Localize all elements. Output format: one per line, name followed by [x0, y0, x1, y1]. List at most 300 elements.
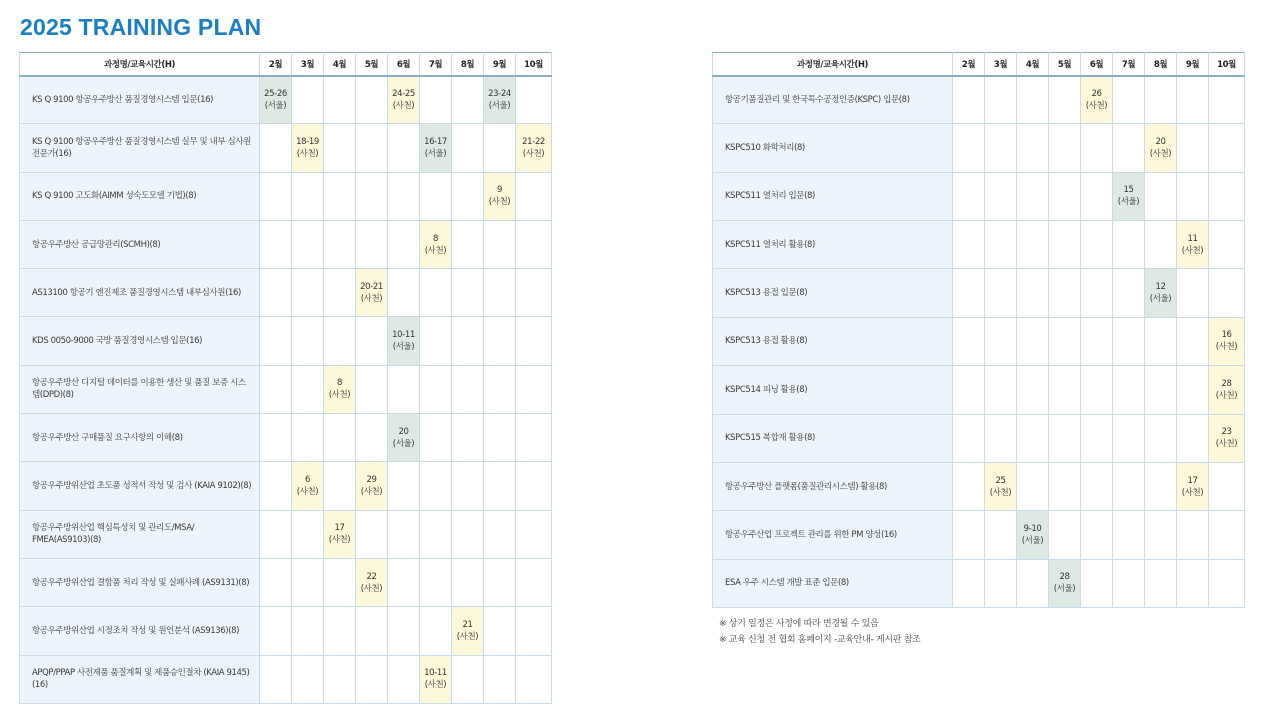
table-row: [20, 124, 552, 172]
empty-cell: [452, 76, 484, 124]
empty-cell: [1017, 559, 1049, 607]
empty-cell: [260, 365, 292, 413]
header-month: 8월: [452, 53, 484, 76]
empty-cell: [516, 607, 552, 655]
schedule-location: (사천): [488, 197, 511, 208]
schedule-date: 16: [1221, 330, 1232, 341]
empty-cell: [260, 172, 292, 220]
schedule-cell: [985, 462, 1017, 510]
empty-cell: [985, 172, 1017, 220]
schedule-location: (서울): [1053, 584, 1076, 595]
empty-cell: [516, 462, 552, 510]
header-month: 6월: [1081, 53, 1113, 76]
empty-cell: [1177, 124, 1209, 172]
schedule-cell: [1049, 559, 1081, 607]
schedule-date: 10-11: [392, 330, 415, 341]
empty-cell: [985, 414, 1017, 462]
empty-cell: [356, 317, 388, 365]
schedule-cell: [260, 76, 292, 124]
schedule-cell: [484, 172, 516, 220]
empty-cell: [516, 510, 552, 558]
table-row: [713, 366, 1245, 414]
page-title: 2025 TRAINING PLAN: [20, 14, 262, 40]
table-row: [20, 220, 552, 268]
empty-cell: [484, 414, 516, 462]
schedule-cell: [356, 269, 388, 317]
empty-cell: [420, 558, 452, 606]
empty-cell: [452, 317, 484, 365]
schedule-date: 20-21: [360, 281, 383, 292]
empty-cell: [388, 510, 420, 558]
header-month: 2월: [953, 53, 985, 76]
empty-cell: [1081, 462, 1113, 510]
empty-cell: [420, 317, 452, 365]
empty-cell: [388, 558, 420, 606]
schedule-location: (사천): [1215, 439, 1238, 450]
empty-cell: [292, 607, 324, 655]
schedule-date: 23: [1221, 427, 1232, 438]
header-month: 8월: [1145, 53, 1177, 76]
empty-cell: [985, 559, 1017, 607]
empty-cell: [1017, 462, 1049, 510]
empty-cell: [1209, 559, 1245, 607]
schedule-location: (사천): [522, 148, 545, 159]
course-name: KS Q 9100 고도화(AIMM 성숙도모델 기법)(8): [20, 172, 260, 220]
empty-cell: [1049, 124, 1081, 172]
header-month: 6월: [388, 53, 420, 76]
header-month: 4월: [1017, 53, 1049, 76]
right-training-table: [712, 52, 1245, 608]
empty-cell: [953, 124, 985, 172]
empty-cell: [985, 124, 1017, 172]
schedule-cell: [420, 655, 452, 703]
empty-cell: [260, 269, 292, 317]
schedule-date: 18-19: [296, 136, 319, 147]
schedule-cell: [1113, 172, 1145, 220]
schedule-date: 6: [304, 475, 310, 486]
empty-cell: [953, 366, 985, 414]
empty-cell: [953, 414, 985, 462]
header-month: 10월: [516, 53, 552, 76]
empty-cell: [1177, 559, 1209, 607]
empty-cell: [1209, 172, 1245, 220]
empty-cell: [985, 76, 1017, 124]
table-row: [20, 510, 552, 558]
empty-cell: [1113, 414, 1145, 462]
empty-cell: [1209, 221, 1245, 269]
table-row: [713, 511, 1245, 559]
empty-cell: [324, 172, 356, 220]
empty-cell: [324, 269, 356, 317]
table-row: [20, 414, 552, 462]
left-training-table: [19, 52, 552, 704]
schedule-cell: [420, 220, 452, 268]
footnote: ※ 교육 신청 전 협회 홈페이지 -교육안내- 게시판 참조: [719, 635, 921, 645]
empty-cell: [356, 172, 388, 220]
course-name: 항공기품질관리 및 한국특수공정인증(KSPC) 입문(8): [713, 76, 953, 124]
empty-cell: [324, 76, 356, 124]
schedule-location: (사천): [360, 583, 383, 594]
schedule-cell: [292, 462, 324, 510]
schedule-date: 17: [1187, 475, 1198, 486]
table-row: [713, 221, 1245, 269]
empty-cell: [324, 220, 356, 268]
table-row: [713, 76, 1245, 124]
empty-cell: [324, 558, 356, 606]
empty-cell: [420, 76, 452, 124]
empty-cell: [1049, 172, 1081, 220]
empty-cell: [1017, 269, 1049, 317]
empty-cell: [452, 172, 484, 220]
empty-cell: [292, 510, 324, 558]
course-name: 항공우주방위산업 시정조치 작성 및 원인분석 (AS9136)(8): [20, 607, 260, 655]
header-course: 과정명/교육시간(H): [20, 53, 260, 76]
schedule-location: (서울): [488, 100, 511, 111]
table-row: [20, 269, 552, 317]
schedule-cell: [324, 510, 356, 558]
schedule-cell: [1145, 269, 1177, 317]
empty-cell: [420, 414, 452, 462]
header-month: 9월: [1177, 53, 1209, 76]
course-name: 항공우주방위산업 핵심특성치 및 관리도/MSA/ FMEA(AS9103)(8): [20, 510, 260, 558]
empty-cell: [292, 317, 324, 365]
empty-cell: [1177, 172, 1209, 220]
empty-cell: [985, 269, 1017, 317]
empty-cell: [356, 655, 388, 703]
empty-cell: [1081, 124, 1113, 172]
empty-cell: [452, 510, 484, 558]
empty-cell: [1081, 269, 1113, 317]
table-row: [20, 655, 552, 703]
schedule-location: (사천): [424, 245, 447, 256]
empty-cell: [484, 510, 516, 558]
empty-cell: [985, 221, 1017, 269]
empty-cell: [516, 220, 552, 268]
schedule-location: (사천): [328, 535, 351, 546]
schedule-cell: [1177, 462, 1209, 510]
empty-cell: [1081, 511, 1113, 559]
header-month: 7월: [1113, 53, 1145, 76]
schedule-date: 9-10: [1023, 523, 1042, 534]
empty-cell: [1081, 317, 1113, 365]
empty-cell: [260, 220, 292, 268]
schedule-location: (사천): [360, 293, 383, 304]
empty-cell: [260, 558, 292, 606]
header-month: 7월: [420, 53, 452, 76]
footnote: ※ 상기 일정은 사정에 따라 변경될 수 있음: [719, 619, 879, 629]
empty-cell: [1145, 317, 1177, 365]
empty-cell: [324, 462, 356, 510]
schedule-cell: [388, 414, 420, 462]
empty-cell: [1177, 76, 1209, 124]
empty-cell: [516, 76, 552, 124]
schedule-cell: [452, 607, 484, 655]
empty-cell: [516, 172, 552, 220]
table-row: [20, 76, 552, 124]
schedule-location: (서울): [1021, 535, 1044, 546]
schedule-cell: [1209, 317, 1245, 365]
schedule-cell: [388, 76, 420, 124]
course-name: KSPC513 용접 활용(8): [713, 317, 953, 365]
empty-cell: [260, 414, 292, 462]
empty-cell: [1081, 414, 1113, 462]
course-name: KS Q 9100 항공우주방산 품질경영시스템 입문(16): [20, 76, 260, 124]
empty-cell: [452, 220, 484, 268]
schedule-date: 10-11: [424, 668, 447, 679]
empty-cell: [1113, 124, 1145, 172]
course-name: 항공우주방산 구매품질 요구사항의 이해(8): [20, 414, 260, 462]
table-row: [20, 558, 552, 606]
empty-cell: [484, 124, 516, 172]
empty-cell: [1017, 172, 1049, 220]
schedule-cell: [388, 317, 420, 365]
table-row: [713, 269, 1245, 317]
course-name: KSPC511 열처리 활용(8): [713, 221, 953, 269]
empty-cell: [324, 655, 356, 703]
course-name: 항공우주방산 공급망관리(SCMH)(8): [20, 220, 260, 268]
schedule-location: (사천): [392, 100, 415, 111]
empty-cell: [1177, 269, 1209, 317]
schedule-location: (서울): [1117, 197, 1140, 208]
empty-cell: [985, 366, 1017, 414]
empty-cell: [1145, 559, 1177, 607]
empty-cell: [1113, 317, 1145, 365]
empty-cell: [985, 511, 1017, 559]
empty-cell: [484, 365, 516, 413]
empty-cell: [388, 124, 420, 172]
empty-cell: [420, 607, 452, 655]
schedule-location: (서울): [424, 148, 447, 159]
empty-cell: [388, 365, 420, 413]
course-name: KSPC510 화학처리(8): [713, 124, 953, 172]
empty-cell: [452, 124, 484, 172]
schedule-date: 28: [1221, 378, 1232, 389]
empty-cell: [356, 220, 388, 268]
empty-cell: [484, 317, 516, 365]
empty-cell: [1113, 221, 1145, 269]
schedule-cell: [516, 124, 552, 172]
footnotes: [719, 616, 921, 648]
empty-cell: [1081, 559, 1113, 607]
course-name: KSPC513 용접 입문(8): [713, 269, 953, 317]
empty-cell: [260, 317, 292, 365]
empty-cell: [1145, 172, 1177, 220]
empty-cell: [292, 558, 324, 606]
schedule-location: (사천): [1181, 245, 1204, 256]
schedule-cell: [1209, 414, 1245, 462]
header-month: 5월: [356, 53, 388, 76]
empty-cell: [516, 558, 552, 606]
course-name: KDS 0050-9000 국방 품질경영시스템 입문(16): [20, 317, 260, 365]
empty-cell: [260, 607, 292, 655]
empty-cell: [953, 172, 985, 220]
schedule-location: (사천): [1215, 390, 1238, 401]
empty-cell: [1177, 366, 1209, 414]
empty-cell: [324, 317, 356, 365]
empty-cell: [356, 607, 388, 655]
empty-cell: [388, 269, 420, 317]
schedule-date: 24-25: [392, 88, 415, 99]
empty-cell: [356, 414, 388, 462]
schedule-location: (서울): [392, 342, 415, 353]
empty-cell: [516, 269, 552, 317]
empty-cell: [1145, 366, 1177, 414]
empty-cell: [420, 510, 452, 558]
course-name: 항공우주방위산업 결함품 처리 작성 및 실패사례 (AS9131)(8): [20, 558, 260, 606]
empty-cell: [1049, 366, 1081, 414]
course-name: 항공우주방산 플랫폼(품질관리시스템) 활용(8): [713, 462, 953, 510]
schedule-date: 26: [1091, 88, 1102, 99]
empty-cell: [292, 76, 324, 124]
empty-cell: [388, 655, 420, 703]
table-row: [20, 317, 552, 365]
schedule-cell: [420, 124, 452, 172]
schedule-date: 25: [995, 475, 1006, 486]
schedule-location: (사천): [1149, 149, 1172, 160]
header-month: 3월: [985, 53, 1017, 76]
empty-cell: [260, 462, 292, 510]
empty-cell: [953, 269, 985, 317]
schedule-date: 8: [432, 233, 438, 244]
course-name: 항공우주방산 디지털 데이터를 이용한 생산 및 품질 보증 시스템(DPD)(8): [20, 365, 260, 413]
table-row: [20, 462, 552, 510]
empty-cell: [1113, 269, 1145, 317]
empty-cell: [1145, 462, 1177, 510]
course-name: 항공우주방위산업 초도품 성적서 작성 및 검사 (KAIA 9102)(8): [20, 462, 260, 510]
empty-cell: [452, 462, 484, 510]
schedule-location: (사천): [360, 487, 383, 498]
schedule-cell: [1017, 511, 1049, 559]
schedule-location: (사천): [296, 148, 319, 159]
empty-cell: [292, 365, 324, 413]
empty-cell: [1049, 511, 1081, 559]
empty-cell: [260, 124, 292, 172]
course-name: KSPC514 피닝 활용(8): [713, 366, 953, 414]
empty-cell: [1017, 221, 1049, 269]
empty-cell: [1209, 76, 1245, 124]
schedule-cell: [484, 76, 516, 124]
header-row: [713, 53, 1245, 76]
empty-cell: [260, 510, 292, 558]
schedule-cell: [1145, 124, 1177, 172]
empty-cell: [452, 365, 484, 413]
empty-cell: [1209, 462, 1245, 510]
empty-cell: [420, 269, 452, 317]
empty-cell: [1081, 172, 1113, 220]
empty-cell: [1113, 366, 1145, 414]
empty-cell: [356, 365, 388, 413]
course-name: 항공우주산업 프로젝트 관리를 위한 PM 양성(16): [713, 511, 953, 559]
empty-cell: [452, 269, 484, 317]
table-row: [713, 317, 1245, 365]
empty-cell: [484, 655, 516, 703]
empty-cell: [953, 76, 985, 124]
empty-cell: [324, 124, 356, 172]
schedule-date: 25-26: [264, 88, 287, 99]
empty-cell: [420, 462, 452, 510]
schedule-location: (서울): [264, 100, 287, 111]
header-course: 과정명/교육시간(H): [713, 53, 953, 76]
empty-cell: [1049, 317, 1081, 365]
empty-cell: [1049, 76, 1081, 124]
header-month: 10월: [1209, 53, 1245, 76]
empty-cell: [484, 220, 516, 268]
empty-cell: [1017, 124, 1049, 172]
schedule-location: (사천): [1215, 342, 1238, 353]
table-row: [713, 172, 1245, 220]
header-month: 9월: [484, 53, 516, 76]
schedule-cell: [356, 558, 388, 606]
empty-cell: [953, 511, 985, 559]
empty-cell: [1209, 511, 1245, 559]
empty-cell: [292, 172, 324, 220]
schedule-cell: [292, 124, 324, 172]
schedule-date: 15: [1123, 185, 1134, 196]
empty-cell: [516, 317, 552, 365]
empty-cell: [516, 655, 552, 703]
empty-cell: [985, 317, 1017, 365]
schedule-location: (사천): [424, 680, 447, 691]
schedule-cell: [356, 462, 388, 510]
empty-cell: [1049, 269, 1081, 317]
header-month: 3월: [292, 53, 324, 76]
empty-cell: [1113, 76, 1145, 124]
empty-cell: [292, 655, 324, 703]
schedule-date: 8: [336, 378, 342, 389]
empty-cell: [1049, 414, 1081, 462]
schedule-date: 9: [496, 185, 502, 196]
empty-cell: [1145, 414, 1177, 462]
schedule-date: 17: [334, 523, 345, 534]
empty-cell: [356, 76, 388, 124]
schedule-location: (사천): [456, 631, 479, 642]
empty-cell: [1017, 76, 1049, 124]
empty-cell: [1177, 414, 1209, 462]
empty-cell: [1145, 76, 1177, 124]
schedule-date: 21: [462, 619, 473, 630]
empty-cell: [452, 655, 484, 703]
empty-cell: [356, 510, 388, 558]
empty-cell: [1017, 366, 1049, 414]
empty-cell: [388, 172, 420, 220]
empty-cell: [1145, 221, 1177, 269]
table-row: [713, 414, 1245, 462]
schedule-location: (서울): [392, 438, 415, 449]
table-row: [20, 365, 552, 413]
empty-cell: [420, 172, 452, 220]
schedule-cell: [1209, 366, 1245, 414]
empty-cell: [1081, 221, 1113, 269]
header-month: 2월: [260, 53, 292, 76]
schedule-date: 20: [398, 426, 409, 437]
empty-cell: [516, 365, 552, 413]
empty-cell: [1017, 317, 1049, 365]
empty-cell: [1177, 317, 1209, 365]
header-month: 5월: [1049, 53, 1081, 76]
schedule-location: (서울): [1149, 294, 1172, 305]
course-name: APQP/PPAP 사전제품 품질계획 및 제품승인절차 (KAIA 9145)(16): [20, 655, 260, 703]
schedule-location: (사천): [328, 390, 351, 401]
header-month: 4월: [324, 53, 356, 76]
schedule-date: 29: [366, 475, 377, 486]
empty-cell: [324, 607, 356, 655]
empty-cell: [452, 414, 484, 462]
empty-cell: [260, 655, 292, 703]
empty-cell: [484, 607, 516, 655]
schedule-cell: [1081, 76, 1113, 124]
empty-cell: [484, 558, 516, 606]
table-row: [20, 607, 552, 655]
